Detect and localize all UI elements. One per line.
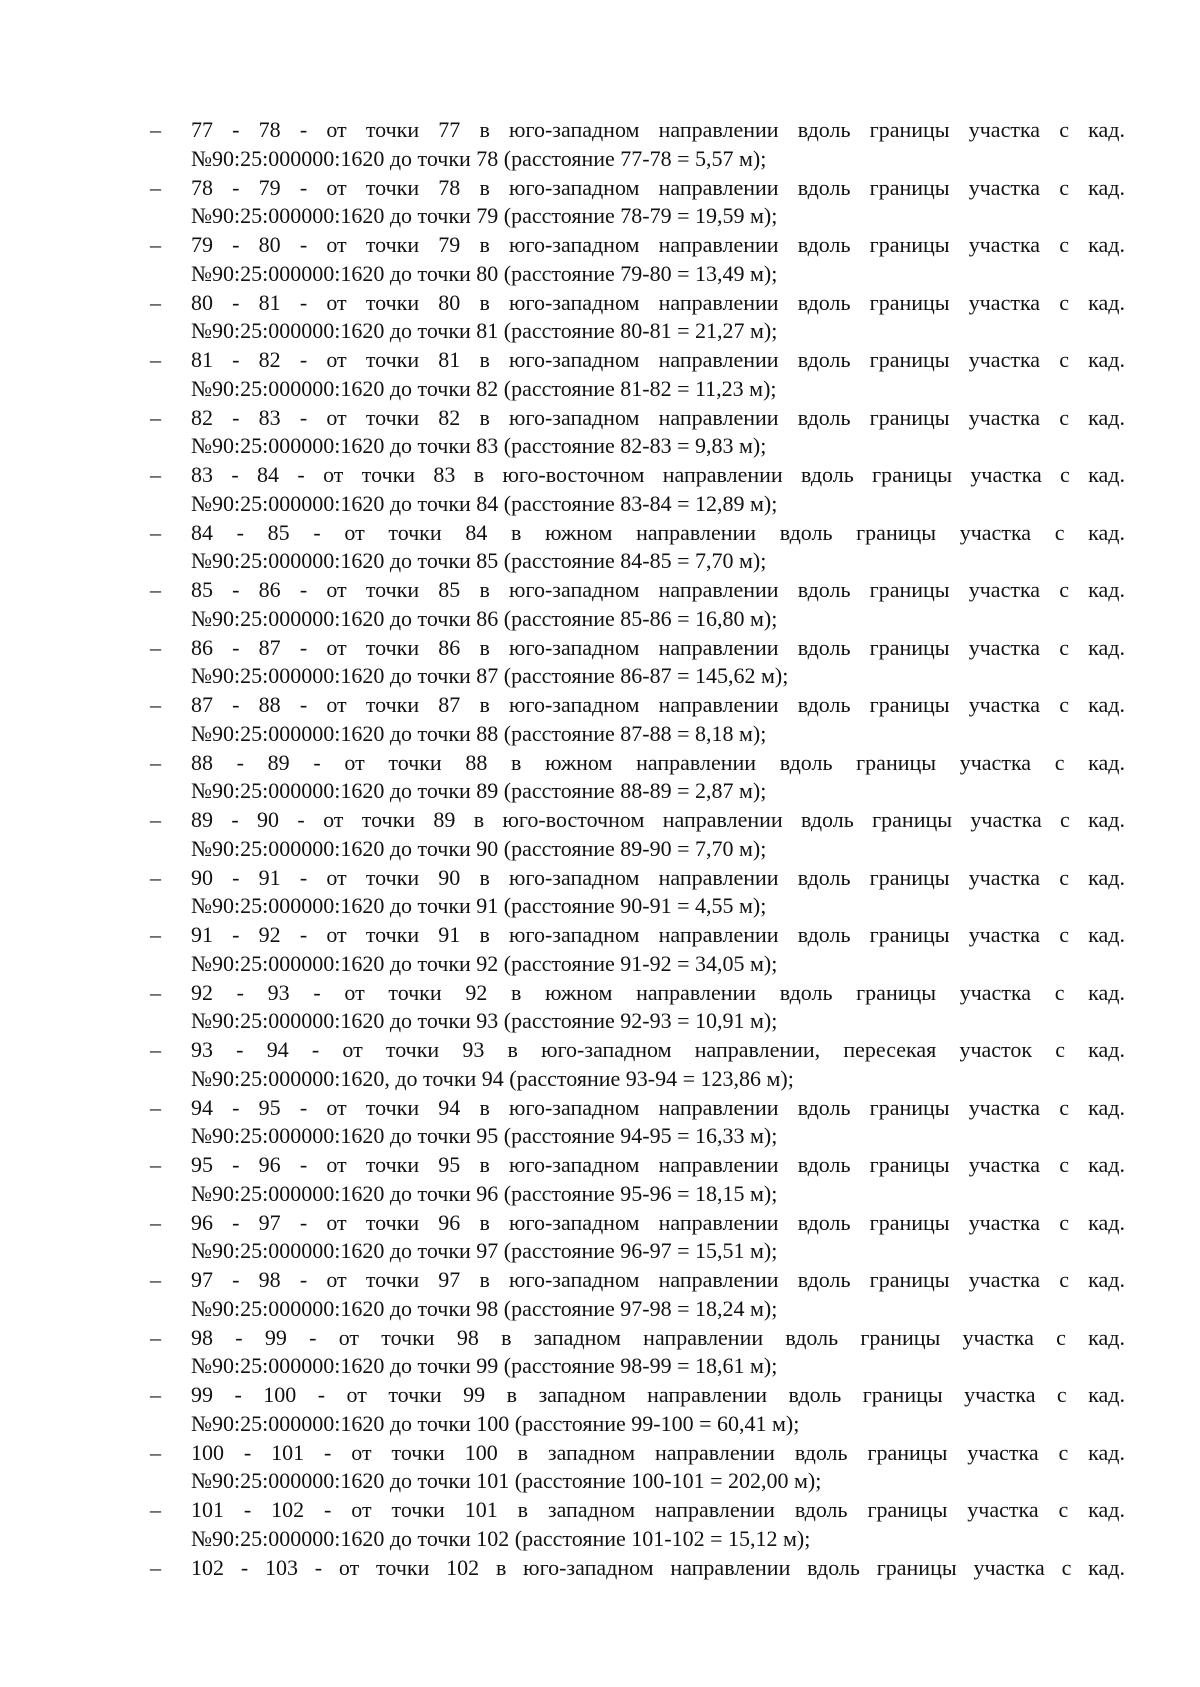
list-item-line-1: 96 - 97 - от точки 96 в юго-западном направлении вдоль границы участка с кад. — [191, 1209, 1125, 1235]
list-item-line-1: 99 - 100 - от точки 99 в западном направлении вдоль границы участка с кад. — [191, 1382, 1125, 1407]
list-dash: – — [150, 1037, 161, 1062]
list-item-line-2: №90:25:000000:1620 до точки 99 (расстояние 98-99 = 18,61 м); — [191, 1353, 778, 1378]
list-item-text — [191, 1496, 1125, 1553]
list-item-text — [191, 749, 1125, 806]
list-item-line-2: №90:25:000000:1620 до точки 90 (расстояние 89-90 = 7,70 м); — [191, 835, 767, 861]
list-dash: – — [150, 404, 161, 430]
list-item — [150, 289, 1125, 347]
list-item-line-1: 82 - 83 - от точки 82 в юго-западном направлении вдоль границы участка с кад. — [191, 404, 1125, 430]
list-item — [150, 1496, 1125, 1554]
list-item — [150, 174, 1125, 232]
list-dash: – — [150, 807, 161, 832]
list-item-text — [191, 1036, 1125, 1093]
list-item — [150, 1554, 1125, 1584]
list-item-line-2: №90:25:000000:1620 до точки 95 (расстояние 94-95 = 16,33 м); — [191, 1123, 778, 1148]
list-dash: – — [150, 174, 161, 200]
list-item — [150, 1036, 1125, 1094]
list-dash: – — [150, 1094, 161, 1120]
list-item-line-1: 77 - 78 - от точки 77 в юго-западном направлении вдоль границы участка с кад. — [191, 117, 1125, 142]
list-item-line-2: №90:25:000000:1620 до точки 91 (расстояние 90-91 = 4,55 м); — [191, 893, 767, 918]
list-dash: – — [150, 577, 161, 602]
list-item-line-2: №90:25:000000:1620 до точки 78 (расстояние 77-78 = 5,57 м); — [191, 145, 767, 171]
list-item-line-1: 92 - 93 - от точки 92 в южном направлении вдоль границы участка с кад. — [191, 979, 1125, 1005]
list-item — [150, 461, 1125, 519]
list-dash: – — [150, 117, 161, 142]
list-item-text — [191, 806, 1125, 863]
list-item-line-2: №90:25:000000:1620 до точки 84 (расстояние 83-84 = 12,89 м); — [191, 490, 778, 516]
list-item-line-2: №90:25:000000:1620 до точки 88 (расстояние 87-88 = 8,18 м); — [191, 720, 767, 746]
list-item-line-1: 102 - 103 - от точки 102 в юго-западном направлении вдоль границы участка с кад. — [191, 1554, 1125, 1580]
list-item-text — [191, 1151, 1125, 1208]
list-item-line-2: №90:25:000000:1620 до точки 86 (расстояние 85-86 = 16,80 м); — [191, 605, 778, 631]
list-item-line-2: №90:25:000000:1620 до точки 80 (расстояние 79-80 = 13,49 м); — [191, 260, 778, 286]
list-item-line-2: №90:25:000000:1620 до точки 96 (расстояние 95-96 = 18,15 м); — [191, 1180, 778, 1206]
list-item-text — [191, 404, 1125, 461]
list-item-line-1: 94 - 95 - от точки 94 в юго-западном направлении вдоль границы участка с кад. — [191, 1094, 1125, 1120]
list-item — [150, 231, 1125, 289]
list-item — [150, 1151, 1125, 1209]
list-item-line-2: №90:25:000000:1620 до точки 87 (расстояние 86-87 = 145,62 м); — [191, 663, 789, 688]
list-item — [150, 346, 1125, 404]
list-item — [150, 749, 1125, 807]
list-item-line-2: №90:25:000000:1620 до точки 92 (расстояние 91-92 = 34,05 м); — [191, 950, 778, 976]
list-dash: – — [150, 864, 161, 890]
list-item-text — [191, 864, 1125, 921]
list-dash: – — [150, 519, 161, 545]
list-item — [150, 519, 1125, 577]
list-item-line-2: №90:25:000000:1620 до точки 97 (расстояние 96-97 = 15,51 м); — [191, 1238, 778, 1263]
list-item — [150, 921, 1125, 979]
list-item-text — [191, 346, 1125, 403]
list-item-line-1: 88 - 89 - от точки 88 в южном направлении вдоль границы участка с кад. — [191, 749, 1125, 775]
list-item — [150, 1381, 1125, 1439]
list-item-line-1: 79 - 80 - от точки 79 в юго-западном направлении вдоль границы участка с кад. — [191, 232, 1125, 257]
list-item-text — [191, 1094, 1125, 1151]
list-item-line-2: №90:25:000000:1620 до точки 102 (расстояние 101-102 = 15,12 м); — [191, 1525, 811, 1551]
list-item — [150, 1439, 1125, 1497]
list-item — [150, 576, 1125, 634]
list-item-text — [191, 461, 1125, 518]
list-dash: – — [150, 1382, 161, 1407]
list-item-line-2: №90:25:000000:1620 до точки 98 (расстояние 97-98 = 18,24 м); — [191, 1295, 778, 1321]
list-item-text — [191, 921, 1125, 978]
list-item-line-1: 95 - 96 - от точки 95 в юго-западном направлении вдоль границы участка с кад. — [191, 1152, 1125, 1177]
list-item-line-2: №90:25:000000:1620 до точки 93 (расстояние 92-93 = 10,91 м); — [191, 1008, 778, 1033]
list-dash: – — [150, 922, 161, 947]
list-dash: – — [150, 1439, 161, 1465]
list-item-text — [191, 174, 1125, 231]
list-item — [150, 1266, 1125, 1324]
list-dash: – — [150, 289, 161, 315]
list-dash: – — [150, 1497, 161, 1522]
list-item — [150, 864, 1125, 922]
list-item-line-1: 100 - 101 - от точки 100 в западном направлении вдоль границы участка с кад. — [191, 1439, 1125, 1465]
list-item-line-2: №90:25:000000:1620 до точки 89 (расстояние 88-89 = 2,87 м); — [191, 778, 767, 803]
list-item-text — [191, 231, 1125, 288]
list-item-text — [191, 116, 1125, 173]
list-dash: – — [150, 347, 161, 372]
list-item-line-2: №90:25:000000:1620 до точки 81 (расстояние 80-81 = 21,27 м); — [191, 318, 778, 343]
list-item — [150, 979, 1125, 1037]
list-item-line-2: №90:25:000000:1620 до точки 101 (расстояние 100-101 = 202,00 м); — [191, 1468, 822, 1493]
boundary-description-list — [150, 116, 1125, 1584]
list-item-text — [191, 634, 1125, 691]
list-item-line-1: 84 - 85 - от точки 84 в южном направлении вдоль границы участка с кад. — [191, 519, 1125, 545]
list-dash: – — [150, 1267, 161, 1292]
list-dash: – — [150, 232, 161, 257]
list-item-text — [191, 519, 1125, 576]
list-item-line-1: 81 - 82 - от точки 81 в юго-западном направлении вдоль границы участка с кад. — [191, 347, 1125, 372]
list-item-text — [191, 979, 1125, 1036]
list-dash: – — [150, 1554, 161, 1580]
list-item-line-1: 101 - 102 - от точки 101 в западном направлении вдоль границы участка с кад. — [191, 1497, 1125, 1522]
list-item — [150, 1094, 1125, 1152]
list-item-line-2 — [191, 1582, 1125, 1611]
list-item-text — [191, 1209, 1125, 1266]
list-item-text — [191, 1324, 1125, 1381]
list-item-line-1: 89 - 90 - от точки 89 в юго-восточном направлении вдоль границы участка с кад. — [191, 807, 1125, 832]
list-item — [150, 691, 1125, 749]
list-item-text — [191, 576, 1125, 633]
list-item — [150, 1209, 1125, 1267]
list-item-text — [191, 1266, 1125, 1323]
list-item-line-1: 97 - 98 - от точки 97 в юго-западном направлении вдоль границы участка с кад. — [191, 1267, 1125, 1292]
list-dash: – — [150, 979, 161, 1005]
list-item-line-2: №90:25:000000:1620 до точки 85 (расстояние 84-85 = 7,70 м); — [191, 548, 767, 573]
list-item-text — [191, 691, 1125, 748]
list-item-line-1: 90 - 91 - от точки 90 в юго-западном направлении вдоль границы участка с кад. — [191, 864, 1125, 890]
list-item-text — [191, 289, 1125, 346]
list-item-line-1: 91 - 92 - от точки 91 в юго-западном направлении вдоль границы участка с кад. — [191, 922, 1125, 947]
list-dash: – — [150, 749, 161, 775]
list-item-line-1: 93 - 94 - от точки 93 в юго-западном направлении, пересекая участок с кад. — [191, 1037, 1125, 1062]
list-item-line-2: №90:25:000000:1620 до точки 83 (расстояние 82-83 = 9,83 м); — [191, 433, 767, 458]
list-dash: – — [150, 692, 161, 717]
list-item-line-2: №90:25:000000:1620 до точки 100 (расстояние 99-100 = 60,41 м); — [191, 1410, 800, 1436]
list-item-line-1: 78 - 79 - от точки 78 в юго-западном направлении вдоль границы участка с кад. — [191, 174, 1125, 200]
list-item-text — [191, 1381, 1125, 1438]
list-dash: – — [150, 634, 161, 660]
list-item-line-1: 86 - 87 - от точки 86 в юго-западном направлении вдоль границы участка с кад. — [191, 634, 1125, 660]
list-item-line-2: №90:25:000000:1620 до точки 79 (расстояние 78-79 = 19,59 м); — [191, 203, 778, 228]
list-item — [150, 1324, 1125, 1382]
list-dash: – — [150, 1209, 161, 1235]
list-item-line-1: 98 - 99 - от точки 98 в западном направлении вдоль границы участка с кад. — [191, 1324, 1125, 1350]
list-item — [150, 634, 1125, 692]
list-item-line-2: №90:25:000000:1620 до точки 82 (расстояние 81-82 = 11,23 м); — [191, 375, 777, 401]
list-dash: – — [150, 1152, 161, 1177]
list-item-text — [191, 1439, 1125, 1496]
list-item — [150, 806, 1125, 864]
list-item — [150, 404, 1125, 462]
list-item-line-1: 80 - 81 - от точки 80 в юго-западном направлении вдоль границы участка с кад. — [191, 289, 1125, 315]
list-dash: – — [150, 462, 161, 487]
list-dash: – — [150, 1324, 161, 1350]
list-item — [150, 116, 1125, 174]
list-item-line-1: 85 - 86 - от точки 85 в юго-западном направлении вдоль границы участка с кад. — [191, 577, 1125, 602]
list-item-line-1: 87 - 88 - от точки 87 в юго-западном направлении вдоль границы участка с кад. — [191, 692, 1125, 717]
list-item-text — [191, 1554, 1125, 1611]
list-item-line-2: №90:25:000000:1620, до точки 94 (расстояние 93-94 = 123,86 м); — [191, 1065, 794, 1091]
list-item-line-1: 83 - 84 - от точки 83 в юго-восточном направлении вдоль границы участка с кад. — [191, 462, 1125, 487]
